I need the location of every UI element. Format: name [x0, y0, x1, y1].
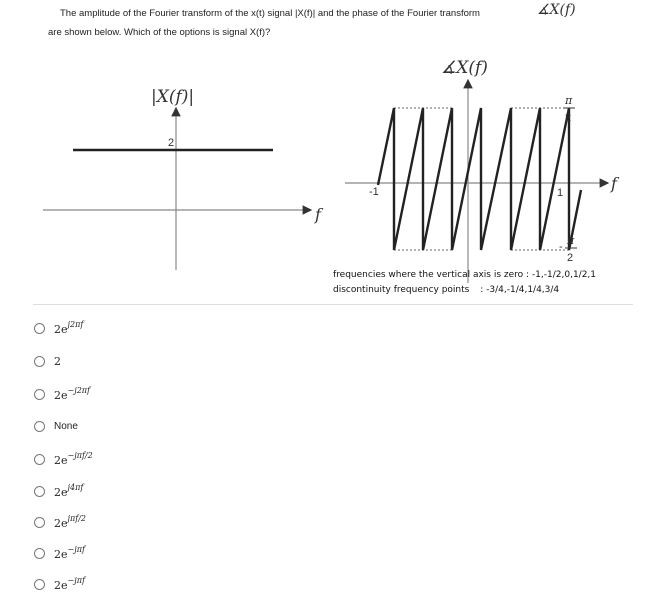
option-6[interactable]	[34, 481, 83, 501]
phase-sawtooth	[378, 108, 581, 250]
option-8[interactable]	[34, 543, 85, 563]
question-line-2: are shown below. Which of the options is signal X(f)?	[48, 27, 271, 38]
radio-button[interactable]	[34, 579, 45, 590]
figure	[33, 38, 633, 305]
note-discontinuity-values: : -3/4,-1/4,1/4,3/4	[480, 285, 560, 295]
radio-button[interactable]	[34, 548, 45, 559]
note-discontinuity	[333, 285, 559, 295]
phase-plot	[345, 58, 620, 283]
option-label: $2e^{-j\pi f}$	[54, 545, 85, 561]
note-zero-values: -1,-1/2,0,1/2,1	[531, 270, 597, 280]
option-7[interactable]	[34, 512, 86, 532]
option-label: 2	[54, 354, 61, 368]
note-zero-label: frequencies where the vertical axis is zero :	[333, 270, 530, 280]
option-2[interactable]	[34, 351, 61, 371]
amplitude-value: 2	[168, 137, 175, 149]
phase-axis-label: f	[611, 174, 617, 193]
option-1[interactable]	[34, 318, 83, 338]
pi-top-den: 2	[565, 112, 572, 124]
note-discontinuity-label: discontinuity frequency points	[333, 285, 470, 295]
radio-button[interactable]	[34, 389, 45, 400]
amplitude-axis-label: f	[315, 205, 321, 224]
option-9[interactable]	[34, 574, 85, 594]
phase-label: ∡X(f)	[441, 58, 488, 78]
pi-bot-den: 2	[567, 252, 574, 264]
radio-button[interactable]	[34, 421, 45, 432]
tick-neg1: -1	[369, 186, 379, 198]
pi-top: π	[565, 94, 573, 107]
question-line-1: The amplitude of the Fourier transform of the x(t) signal |X(f)| and the phase of the Fourier transform	[60, 8, 480, 19]
radio-button[interactable]	[34, 454, 45, 465]
option-5[interactable]	[34, 449, 93, 469]
figure-svg	[33, 38, 633, 304]
option-label: $2e^{-j\pi f/2}$	[54, 451, 93, 467]
amplitude-label: |X(f)|	[151, 87, 195, 107]
option-label: $2e^{j2\pi f}$	[54, 320, 84, 336]
radio-button[interactable]	[34, 486, 45, 497]
tick-pos1: 1	[557, 187, 564, 199]
option-label: $2e^{j4\pi f}$	[54, 483, 84, 499]
amplitude-plot	[43, 87, 324, 270]
option-label: None	[54, 420, 78, 432]
phase-symbol: ∡X(f)	[537, 2, 576, 18]
option-label: $2e^{-j\pi f}$	[54, 576, 85, 592]
option-4[interactable]	[34, 416, 78, 436]
option-3[interactable]	[34, 384, 90, 404]
radio-button[interactable]	[34, 323, 45, 334]
radio-button[interactable]	[34, 517, 45, 528]
note-zero-frequencies	[333, 270, 596, 280]
option-label: $2e^{j\pi f/2}$	[54, 514, 86, 530]
radio-button[interactable]	[34, 356, 45, 367]
pi-bot-num: π	[567, 234, 575, 247]
option-label: $2e^{-j2\pi f}$	[54, 386, 91, 402]
pi-bot-sign: -	[559, 241, 563, 253]
